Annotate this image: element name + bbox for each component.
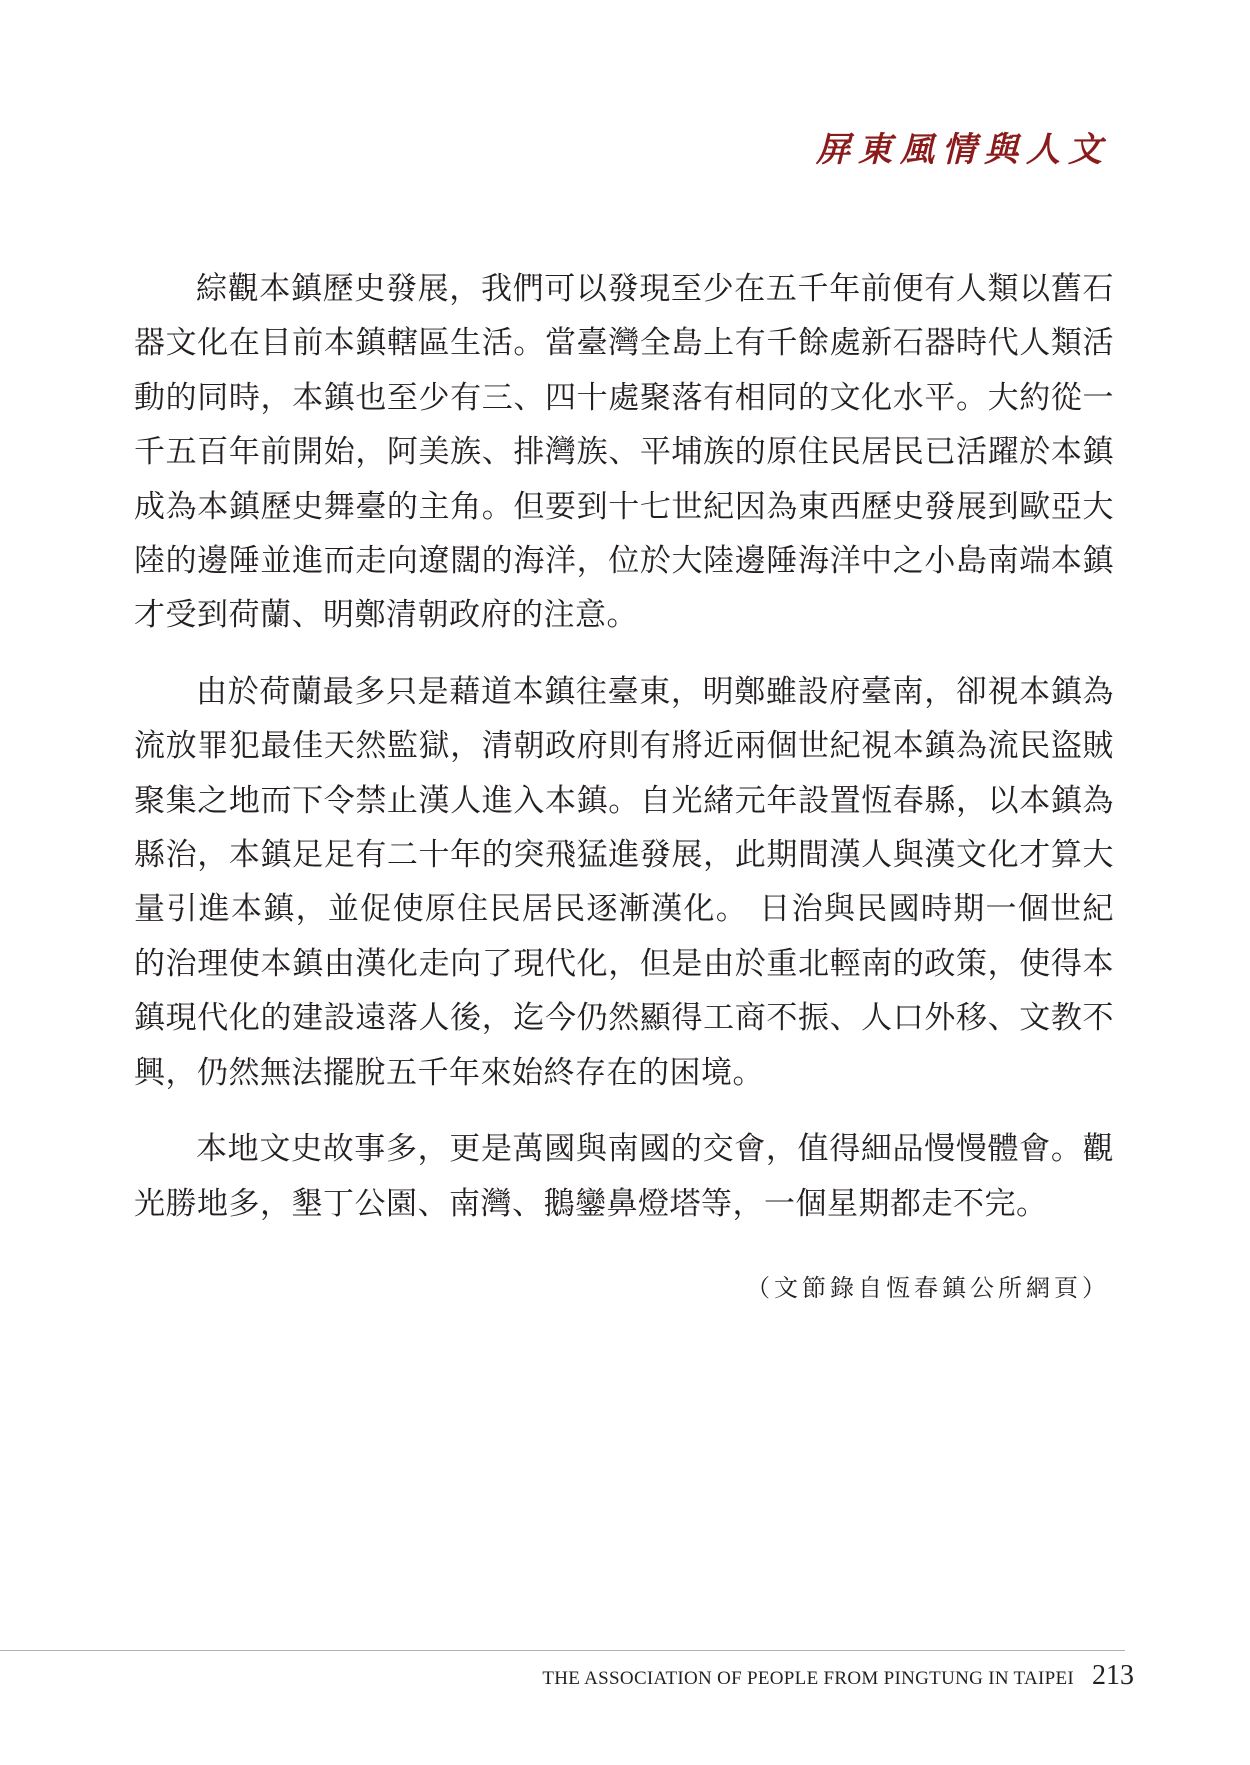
source-citation: （文節錄自恆春鎮公所網頁） [746,1274,1110,1302]
article-body [134,262,1114,1253]
paragraph-governance: 由於荷蘭最多只是藉道本鎮往臺東，明鄭雖設府臺南，卻視本鎮為流放罪犯最佳天然監獄，清朝政府則有將近兩個世紀視本鎮為流民盜賊聚集之地而下令禁止漢人進入本鎮。自光緒元年設置恆春縣，以本鎮為縣治，本鎮足足有二十年的突飛猛進發展，此期間漢人與漢文化才算大量引進本鎮，並促使原住民居民逐漸漢化。 日治與民國時期一個世紀的治理使本鎮由漢化走向了現代化，但是由於重北輕南的政策，使得本鎮現代化的建設遠落人後，迄今仍然顯得工商不振、人口外移、文教不興，仍然無法擺脫五千年來始終存在的困境。 [134,673,1114,1091]
footer-association-name: THE ASSOCIATION OF PEOPLE FROM PINGTUNG IN TAIPEI [542,1668,1074,1689]
footer-divider [0,1650,1125,1651]
paragraph-history: 綜觀本鎮歷史發展，我們可以發現至少在五千年前便有人類以舊石器文化在目前本鎮轄區生活。當臺灣全島上有千餘處新石器時代人類活動的同時，本鎮也至少有三、四十處聚落有相同的文化水平。大約從一千五百年前開始，阿美族、排灣族、平埔族的原住民居民已活躍於本鎮成為本鎮歷史舞臺的主角。但要到十七世紀因為東西歷史發展到歐亞大陸的邊陲並進而走向遼闊的海洋，位於大陸邊陲海洋中之小島南端本鎮才受到荷蘭、明鄭清朝政府的注意。 [134,271,1114,634]
page-number: 213 [1092,1660,1134,1691]
paragraph-tourism: 本地文史故事多，更是萬國與南國的交會，值得細品慢慢體會。觀光勝地多，墾丁公園、南灣、鵝鑾鼻燈塔等，一個星期都走不完。 [134,1131,1114,1222]
page-footer [542,1660,1134,1692]
running-header: 屏東風情與人文 [816,130,1110,170]
